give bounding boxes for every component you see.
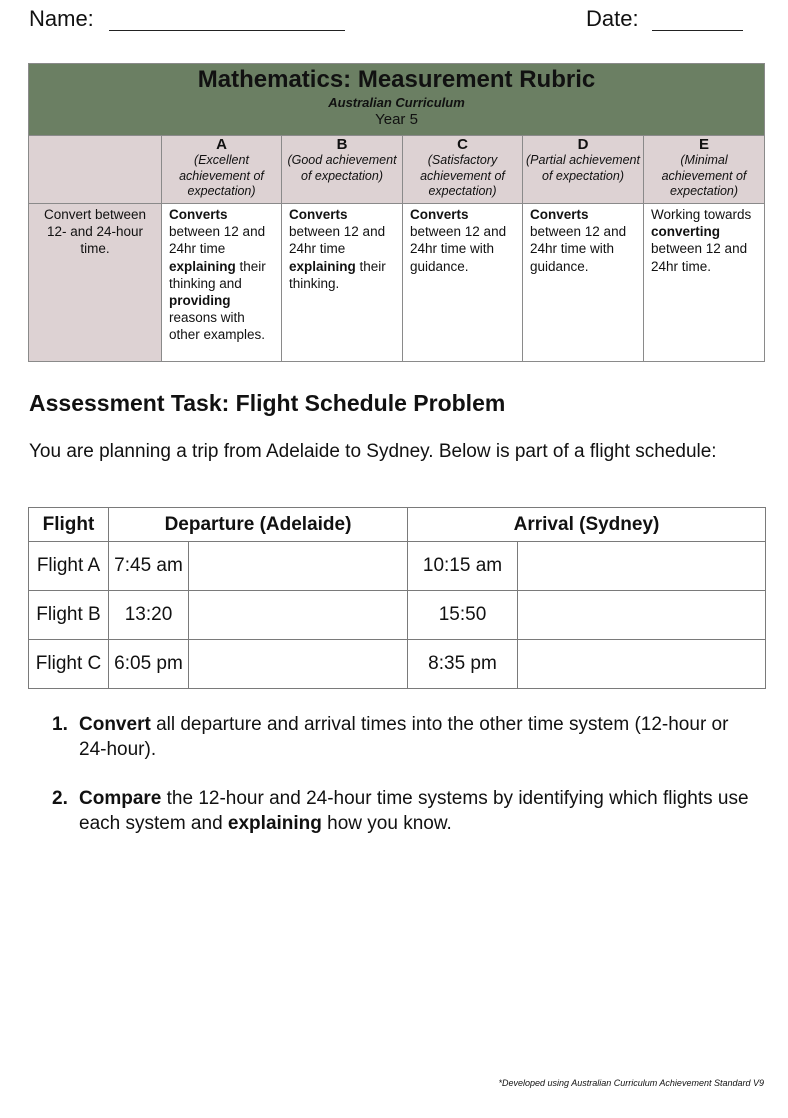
date-field[interactable] [652,30,743,31]
departure-column-header: Departure (Adelaide) [109,508,408,542]
rubric-title: Mathematics: Measurement Rubric [197,66,596,93]
arrival-converted-answer[interactable] [518,591,766,640]
rubric-title-cell [29,64,765,136]
flight-name: Flight B [29,591,109,640]
grade-e-cell [644,204,765,362]
arrival-time: 15:50 [408,591,518,640]
flight-name: Flight A [29,542,109,591]
flight-column-header: Flight [29,508,109,542]
keyword: Compare [79,788,162,809]
question-text: all departure and arrival times into the other time system (12-hour or 24-hour). [79,714,729,760]
arrival-time: 8:35 pm [408,640,518,689]
grade-description: (Partial achievement of expectation) [526,153,640,183]
rubric-corner-cell [29,136,162,204]
rubric-grade-row [29,136,765,204]
grade-a-header [162,136,282,204]
question-1 [52,713,752,762]
keyword: Converts [410,207,469,222]
arrival-time: 10:15 am [408,542,518,591]
question-text: the 12-hour and 24-hour time systems by identifying which flights use each system and [79,788,749,834]
flight-schedule-table [28,507,766,689]
grade-description: (Satisfactory achievement of expectation) [420,153,505,198]
keyword: providing [169,293,231,309]
grade-description: (Minimal achievement of expectation) [661,153,747,198]
date-label: Date: [586,6,639,31]
arrival-column-header: Arrival (Sydney) [408,508,766,542]
grade-d-cell [523,204,644,362]
question-number: 1. [52,714,68,735]
grade-e-header [644,136,765,204]
grade-b-cell [282,204,403,362]
rubric-criteria-row [29,204,765,362]
cell-text: between 12 and 24hr time [169,224,266,257]
grade-letter: C [457,136,468,153]
arrival-converted-answer[interactable] [518,542,766,591]
grade-letter: D [577,136,589,153]
name-field[interactable] [109,30,345,31]
departure-converted-answer[interactable] [189,542,408,591]
keyword: converting [651,224,721,240]
grade-a-cell [162,204,282,362]
rubric-subtitle: Australian Curriculum [328,95,465,110]
flight-header-row [29,508,766,542]
cell-text: their thinking. [289,258,386,291]
name-label: Name: [29,6,94,31]
grade-description: (Good achievement of expectation) [287,153,397,183]
table-row [29,542,766,591]
grade-description: (Excellent achievement of expectation) [179,153,264,198]
rubric-year: Year 5 [375,111,418,128]
criterion-cell: Convert between 12- and 24-hour time. [29,204,162,362]
cell-text: their thinking and [169,258,266,291]
grade-b-header [282,136,403,204]
task-intro: You are planning a trip from Adelaide to Sydney. Below is part of a flight schedule: [29,441,717,462]
grade-letter: E [699,136,710,153]
grade-letter: A [216,136,227,153]
departure-time: 7:45 am [109,542,189,591]
question-list [52,713,752,861]
grade-d-header [523,136,644,204]
departure-time: 13:20 [109,591,189,640]
keyword: Converts [169,207,228,222]
keyword: Converts [289,207,348,222]
grade-c-header [403,136,523,204]
cell-text: between 12 and 24hr time [289,224,386,257]
departure-converted-answer[interactable] [189,591,408,640]
arrival-converted-answer[interactable] [518,640,766,689]
rubric-title-row [29,64,765,136]
rubric-table [28,63,765,362]
table-row [29,640,766,689]
keyword: explaining [169,258,236,274]
task-heading: Assessment Task: Flight Schedule Problem [29,390,506,416]
table-row [29,591,766,640]
keyword: Convert [79,714,151,735]
question-2 [52,787,752,836]
departure-time: 6:05 pm [109,640,189,689]
cell-text: between 12 and 24hr time. [651,241,748,274]
footnote: *Developed using Australian Curriculum Achievement Standard V9 [498,1078,764,1088]
keyword: explaining [227,812,322,834]
grade-letter: B [336,136,348,153]
cell-text: reasons with other examples. [169,310,266,343]
question-text: how you know. [321,812,452,834]
cell-text: Working towards [651,207,752,222]
cell-text: between 12 and 24hr time with guidance. [530,224,627,274]
question-number: 2. [52,788,68,809]
cell-text: between 12 and 24hr time with guidance. [410,224,507,274]
departure-converted-answer[interactable] [189,640,408,689]
keyword: explaining [289,258,356,274]
flight-name: Flight C [29,640,109,689]
grade-c-cell [403,204,523,362]
keyword: Converts [530,207,589,222]
